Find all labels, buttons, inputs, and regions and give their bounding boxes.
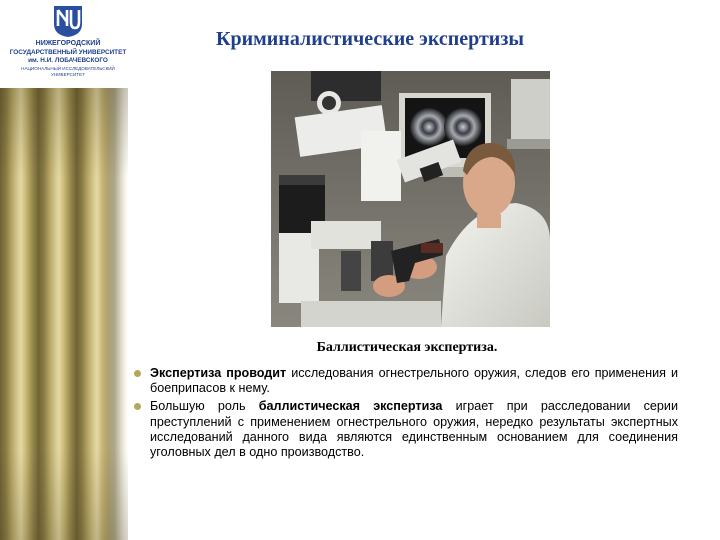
decorative-curtain-strip	[0, 88, 128, 540]
logo-text-line: ГОСУДАРСТВЕННЫЙ УНИВЕРСИТЕТ	[9, 48, 127, 56]
bullet-item	[134, 366, 678, 396]
bullet-dot-icon	[134, 403, 141, 410]
ballistics-microscope-photo	[271, 71, 550, 327]
university-emblem-icon	[51, 4, 85, 38]
logo-text-line: НАЦИОНАЛЬНЫЙ ИССЛЕДОВАТЕЛЬСКИЙ	[21, 65, 115, 71]
photo-caption: Баллистическая экспертиза.	[316, 340, 498, 355]
logo-text-line: НИЖЕГОРОДСКИЙ	[35, 40, 101, 47]
bullet-bold-term: баллистическая экспертиза	[258, 399, 443, 414]
logo-text-line: УНИВЕРСИТЕТ	[51, 71, 85, 77]
bullet-text: исследования огнестрельного оружия, следов его применения и боеприпасов к нему.	[150, 366, 678, 396]
bullet-list	[134, 366, 678, 463]
university-logo	[6, 4, 130, 88]
bullet-text: Большую роль	[150, 399, 259, 414]
logo-text-line: им. Н.И. ЛОБАЧЕВСКОГО	[28, 57, 108, 64]
bullet-text: играет при расследовании серии преступлений с применением огнестрельного оружия, нередко результаты экспертных исследований данного вида являются единственным основанием для соединения уголовных дел в одно производство.	[150, 399, 678, 460]
bullet-item	[134, 399, 678, 460]
page-title: Криминалистические экспертизы	[216, 28, 524, 50]
bullet-dot-icon	[134, 370, 141, 377]
bullet-lead-bold: Экспертиза проводит	[150, 366, 287, 380]
